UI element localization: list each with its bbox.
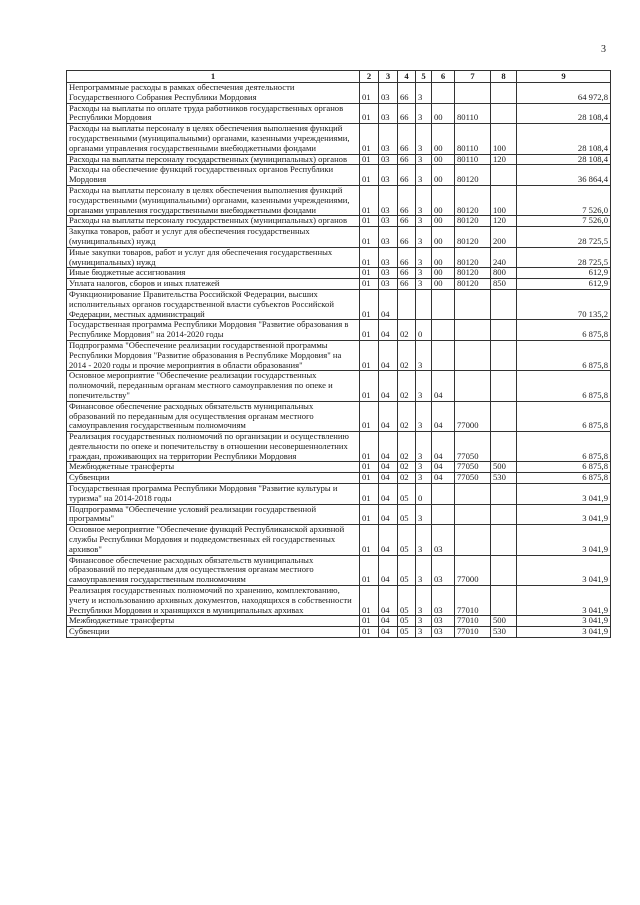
table-row: [67, 103, 611, 124]
subsection-code-cell: 04: [379, 555, 398, 585]
program-code-cell: 05: [398, 484, 416, 505]
expense-name-cell: Основное мероприятие "Обеспечение реализации государственных полномочий, переданным органам местного самоуправления по опеке и попечительству": [67, 371, 360, 401]
table-row: [67, 340, 611, 370]
event-code-cell: [432, 83, 455, 104]
program-code-cell: 02: [398, 320, 416, 341]
program-code-cell: 05: [398, 525, 416, 555]
event-code-cell: [432, 504, 455, 525]
amount-cell: 6 875,8: [517, 371, 611, 401]
subsection-code-cell: 04: [379, 432, 398, 462]
expense-type-cell: [491, 586, 517, 616]
subprogram-code-cell: 3: [416, 616, 432, 627]
section-code-cell: 01: [360, 627, 379, 638]
event-code-cell: 00: [432, 165, 455, 186]
amount-cell: 6 875,8: [517, 462, 611, 473]
table-row: [67, 216, 611, 227]
amount-cell: 3 041,9: [517, 627, 611, 638]
amount-cell: 64 972,8: [517, 83, 611, 104]
program-code-cell: 66: [398, 185, 416, 215]
subprogram-code-cell: 3: [416, 268, 432, 279]
program-code-cell: 66: [398, 165, 416, 186]
expense-name-cell: Субвенции: [67, 473, 360, 484]
table-row: [67, 268, 611, 279]
direction-code-cell: [455, 525, 491, 555]
table-row: [67, 185, 611, 215]
section-code-cell: 01: [360, 504, 379, 525]
amount-cell: 3 041,9: [517, 616, 611, 627]
expense-name-cell: Подпрограмма "Обеспечение условий реализации государственной программы": [67, 504, 360, 525]
table-row: [67, 525, 611, 555]
expense-type-cell: 100: [491, 185, 517, 215]
subprogram-code-cell: 3: [416, 586, 432, 616]
expense-type-cell: 200: [491, 227, 517, 248]
direction-code-cell: 80120: [455, 185, 491, 215]
subsection-code-cell: 04: [379, 504, 398, 525]
table-row: [67, 165, 611, 186]
amount-cell: 28 725,5: [517, 227, 611, 248]
subsection-code-cell: 04: [379, 371, 398, 401]
expense-name-cell: Расходы на обеспечение функций государственных органов Республики Мордовия: [67, 165, 360, 186]
event-code-cell: 04: [432, 371, 455, 401]
expense-name-cell: Финансовое обеспечение расходных обязательств муниципальных образований по переданным для осуществления органам местного самоуправления государственным полномочиям: [67, 555, 360, 585]
subsection-code-cell: 04: [379, 627, 398, 638]
section-code-cell: 01: [360, 83, 379, 104]
amount-cell: 3 041,9: [517, 484, 611, 505]
subsection-code-cell: 04: [379, 586, 398, 616]
expense-name-cell: Иные закупки товаров, работ и услуг для обеспечения государственных (муниципальных) нужд: [67, 247, 360, 268]
amount-cell: 7 526,0: [517, 216, 611, 227]
expense-name-cell: Подпрограмма "Обеспечение реализации государственной программы Республики Мордовия "Развитие образования в Республике Мордовия" на 2014 - 2020 годы и прочие мероприятия в области образования": [67, 340, 360, 370]
event-code-cell: 00: [432, 279, 455, 290]
subsection-code-cell: 04: [379, 616, 398, 627]
expense-name-cell: Основное мероприятие "Обеспечение функций Республиканской архивной службы Республики Мордовия и подведомственных ей государственных архивов": [67, 525, 360, 555]
direction-code-cell: 80120: [455, 216, 491, 227]
subprogram-code-cell: 3: [416, 103, 432, 124]
direction-code-cell: 80120: [455, 227, 491, 248]
amount-cell: 6 875,8: [517, 432, 611, 462]
column-header: 3: [379, 71, 398, 83]
section-code-cell: 01: [360, 525, 379, 555]
event-code-cell: 03: [432, 555, 455, 585]
expense-name-cell: Реализация государственных полномочий по организации и осуществлению деятельности по опеке и попечительству в отношении несовершеннолетних граждан, проживающих на территории Республики Мордовия: [67, 432, 360, 462]
subprogram-code-cell: 3: [416, 627, 432, 638]
section-code-cell: 01: [360, 401, 379, 431]
table-row: [67, 627, 611, 638]
subsection-code-cell: 04: [379, 401, 398, 431]
amount-cell: 3 041,9: [517, 504, 611, 525]
subsection-code-cell: 04: [379, 320, 398, 341]
subprogram-code-cell: 3: [416, 279, 432, 290]
subsection-code-cell: 04: [379, 525, 398, 555]
page-number: 3: [601, 44, 606, 55]
section-code-cell: 01: [360, 165, 379, 186]
direction-code-cell: 80110: [455, 154, 491, 165]
subsection-code-cell: 04: [379, 473, 398, 484]
expense-type-cell: [491, 165, 517, 186]
program-code-cell: 02: [398, 462, 416, 473]
program-code-cell: 02: [398, 371, 416, 401]
section-code-cell: 01: [360, 124, 379, 154]
subprogram-code-cell: 3: [416, 504, 432, 525]
expense-name-cell: Межбюджетные трансферты: [67, 462, 360, 473]
program-code-cell: 05: [398, 504, 416, 525]
section-code-cell: 01: [360, 185, 379, 215]
subprogram-code-cell: 3: [416, 83, 432, 104]
subsection-code-cell: 04: [379, 289, 398, 319]
program-code-cell: 02: [398, 432, 416, 462]
event-code-cell: [432, 289, 455, 319]
section-code-cell: 01: [360, 247, 379, 268]
event-code-cell: 00: [432, 103, 455, 124]
direction-code-cell: [455, 504, 491, 525]
subsection-code-cell: 03: [379, 103, 398, 124]
expense-type-cell: 530: [491, 473, 517, 484]
program-code-cell: [398, 289, 416, 319]
table-row: [67, 320, 611, 341]
direction-code-cell: 77010: [455, 627, 491, 638]
program-code-cell: 66: [398, 268, 416, 279]
table-row: [67, 462, 611, 473]
expense-type-cell: 530: [491, 627, 517, 638]
subprogram-code-cell: 3: [416, 124, 432, 154]
section-code-cell: 01: [360, 473, 379, 484]
section-code-cell: 01: [360, 371, 379, 401]
event-code-cell: 04: [432, 432, 455, 462]
program-code-cell: 66: [398, 124, 416, 154]
subprogram-code-cell: 3: [416, 473, 432, 484]
direction-code-cell: 77010: [455, 586, 491, 616]
expense-name-cell: Расходы на выплаты персоналу в целях обеспечения выполнения функций государственными (муниципальными) органами, казенными учреждениями, органами управления государственными внебюджетными фондами: [67, 124, 360, 154]
subsection-code-cell: 03: [379, 154, 398, 165]
expense-type-cell: [491, 289, 517, 319]
subprogram-code-cell: [416, 289, 432, 319]
table-row: [67, 83, 611, 104]
table-row: [67, 555, 611, 585]
event-code-cell: [432, 340, 455, 370]
expense-type-cell: [491, 432, 517, 462]
amount-cell: 6 875,8: [517, 340, 611, 370]
program-code-cell: 66: [398, 154, 416, 165]
expense-type-cell: [491, 525, 517, 555]
subprogram-code-cell: 3: [416, 247, 432, 268]
direction-code-cell: 77050: [455, 473, 491, 484]
direction-code-cell: [455, 340, 491, 370]
amount-cell: 6 875,8: [517, 401, 611, 431]
event-code-cell: 03: [432, 627, 455, 638]
expense-name-cell: Межбюджетные трансферты: [67, 616, 360, 627]
expense-name-cell: Закупка товаров, работ и услуг для обеспечения государственных (муниципальных) нужд: [67, 227, 360, 248]
expense-type-cell: [491, 340, 517, 370]
amount-cell: 6 875,8: [517, 320, 611, 341]
expense-type-cell: 120: [491, 216, 517, 227]
column-header: 8: [491, 71, 517, 83]
table-row: [67, 371, 611, 401]
column-header: 5: [416, 71, 432, 83]
expense-name-cell: Расходы на выплаты по оплате труда работников государственных органов Республики Мордовия: [67, 103, 360, 124]
direction-code-cell: 80110: [455, 124, 491, 154]
column-header: 7: [455, 71, 491, 83]
column-header: 1: [67, 71, 360, 83]
program-code-cell: 66: [398, 83, 416, 104]
event-code-cell: 03: [432, 525, 455, 555]
event-code-cell: 03: [432, 616, 455, 627]
event-code-cell: 04: [432, 462, 455, 473]
expense-type-cell: [491, 320, 517, 341]
direction-code-cell: 77000: [455, 555, 491, 585]
direction-code-cell: 80120: [455, 279, 491, 290]
amount-cell: 612,9: [517, 268, 611, 279]
subprogram-code-cell: 3: [416, 401, 432, 431]
column-header: 4: [398, 71, 416, 83]
direction-code-cell: 77000: [455, 401, 491, 431]
expense-name-cell: Расходы на выплаты персоналу государственных (муниципальных) органов: [67, 216, 360, 227]
subprogram-code-cell: 3: [416, 371, 432, 401]
amount-cell: 28 108,4: [517, 154, 611, 165]
expense-name-cell: Уплата налогов, сборов и иных платежей: [67, 279, 360, 290]
section-code-cell: 01: [360, 616, 379, 627]
expense-type-cell: 500: [491, 462, 517, 473]
event-code-cell: [432, 484, 455, 505]
subsection-code-cell: 03: [379, 124, 398, 154]
expense-type-cell: [491, 103, 517, 124]
expense-type-cell: [491, 371, 517, 401]
amount-cell: 28 725,5: [517, 247, 611, 268]
event-code-cell: 00: [432, 247, 455, 268]
direction-code-cell: [455, 289, 491, 319]
table-row: [67, 473, 611, 484]
subprogram-code-cell: 3: [416, 154, 432, 165]
table-row: [67, 432, 611, 462]
amount-cell: 3 041,9: [517, 525, 611, 555]
expense-type-cell: 120: [491, 154, 517, 165]
section-code-cell: 01: [360, 289, 379, 319]
expense-type-cell: [491, 504, 517, 525]
expense-name-cell: Расходы на выплаты персоналу в целях обеспечения выполнения функций государственными (муниципальными) органами, казенными учреждениями, органами управления государственными внебюджетными фондами: [67, 185, 360, 215]
subsection-code-cell: 04: [379, 340, 398, 370]
table-row: [67, 154, 611, 165]
section-code-cell: 01: [360, 154, 379, 165]
column-header: 2: [360, 71, 379, 83]
direction-code-cell: 80110: [455, 103, 491, 124]
table-row: [67, 227, 611, 248]
expense-name-cell: Функционирование Правительства Российской Федерации, высших исполнительных органов государственной власти субъектов Российской Федерации, местных администраций: [67, 289, 360, 319]
section-code-cell: 01: [360, 484, 379, 505]
section-code-cell: 01: [360, 462, 379, 473]
event-code-cell: 00: [432, 268, 455, 279]
section-code-cell: 01: [360, 216, 379, 227]
direction-code-cell: 80120: [455, 268, 491, 279]
direction-code-cell: 77050: [455, 432, 491, 462]
direction-code-cell: 80120: [455, 247, 491, 268]
direction-code-cell: [455, 320, 491, 341]
subsection-code-cell: 04: [379, 484, 398, 505]
amount-cell: 70 135,2: [517, 289, 611, 319]
table-row: [67, 279, 611, 290]
direction-code-cell: [455, 83, 491, 104]
subprogram-code-cell: 3: [416, 165, 432, 186]
program-code-cell: 05: [398, 616, 416, 627]
table-row: [67, 247, 611, 268]
expense-name-cell: Государственная программа Республики Мордовия "Развитие культуры и туризма" на 2014-2018 годы: [67, 484, 360, 505]
program-code-cell: 05: [398, 555, 416, 585]
direction-code-cell: [455, 371, 491, 401]
table-header-row: [67, 71, 611, 83]
amount-cell: 28 108,4: [517, 103, 611, 124]
amount-cell: 7 526,0: [517, 185, 611, 215]
expense-type-cell: 800: [491, 268, 517, 279]
expense-type-cell: [491, 83, 517, 104]
event-code-cell: 00: [432, 124, 455, 154]
subsection-code-cell: 03: [379, 216, 398, 227]
event-code-cell: 00: [432, 227, 455, 248]
subsection-code-cell: 04: [379, 462, 398, 473]
column-header: 9: [517, 71, 611, 83]
program-code-cell: 66: [398, 103, 416, 124]
expense-name-cell: Финансовое обеспечение расходных обязательств муниципальных образований по переданным для осуществления органам местного самоуправления государственным полномочиям: [67, 401, 360, 431]
event-code-cell: [432, 320, 455, 341]
column-header: 6: [432, 71, 455, 83]
subsection-code-cell: 03: [379, 227, 398, 248]
expense-type-cell: 100: [491, 124, 517, 154]
program-code-cell: 66: [398, 227, 416, 248]
program-code-cell: 66: [398, 279, 416, 290]
event-code-cell: 00: [432, 154, 455, 165]
budget-table: [66, 70, 611, 638]
amount-cell: 3 041,9: [517, 555, 611, 585]
subprogram-code-cell: 3: [416, 555, 432, 585]
section-code-cell: 01: [360, 320, 379, 341]
expense-type-cell: [491, 484, 517, 505]
section-code-cell: 01: [360, 586, 379, 616]
section-code-cell: 01: [360, 268, 379, 279]
table-row: [67, 401, 611, 431]
expense-name-cell: Расходы на выплаты персоналу государственных (муниципальных) органов: [67, 154, 360, 165]
subsection-code-cell: 03: [379, 279, 398, 290]
section-code-cell: 01: [360, 340, 379, 370]
section-code-cell: 01: [360, 279, 379, 290]
subsection-code-cell: 03: [379, 83, 398, 104]
section-code-cell: 01: [360, 555, 379, 585]
direction-code-cell: 77050: [455, 462, 491, 473]
amount-cell: 36 864,4: [517, 165, 611, 186]
subprogram-code-cell: 3: [416, 216, 432, 227]
program-code-cell: 05: [398, 586, 416, 616]
subprogram-code-cell: 3: [416, 432, 432, 462]
subprogram-code-cell: 3: [416, 462, 432, 473]
program-code-cell: 02: [398, 401, 416, 431]
program-code-cell: 66: [398, 216, 416, 227]
subprogram-code-cell: 3: [416, 340, 432, 370]
table-row: [67, 504, 611, 525]
amount-cell: 6 875,8: [517, 473, 611, 484]
table-row: [67, 484, 611, 505]
subprogram-code-cell: 3: [416, 525, 432, 555]
section-code-cell: 01: [360, 227, 379, 248]
subprogram-code-cell: 0: [416, 484, 432, 505]
expense-type-cell: [491, 401, 517, 431]
event-code-cell: 03: [432, 586, 455, 616]
subprogram-code-cell: 3: [416, 185, 432, 215]
direction-code-cell: 80120: [455, 165, 491, 186]
subprogram-code-cell: 0: [416, 320, 432, 341]
subsection-code-cell: 03: [379, 268, 398, 279]
expense-type-cell: [491, 555, 517, 585]
program-code-cell: 02: [398, 473, 416, 484]
table-row: [67, 586, 611, 616]
expense-name-cell: Субвенции: [67, 627, 360, 638]
expense-name-cell: Реализация государственных полномочий по хранению, комплектованию, учету и использованию архивных документов, находящихся в собственности Республики Мордовия и хранящихся в муниципальных архивах: [67, 586, 360, 616]
expense-type-cell: 850: [491, 279, 517, 290]
amount-cell: 28 108,4: [517, 124, 611, 154]
event-code-cell: 00: [432, 185, 455, 215]
table-row: [67, 124, 611, 154]
program-code-cell: 05: [398, 627, 416, 638]
subsection-code-cell: 03: [379, 247, 398, 268]
section-code-cell: 01: [360, 103, 379, 124]
expense-name-cell: Государственная программа Республики Мордовия "Развитие образования в Республике Мордовия" на 2014-2020 годы: [67, 320, 360, 341]
amount-cell: 3 041,9: [517, 586, 611, 616]
event-code-cell: 00: [432, 216, 455, 227]
direction-code-cell: [455, 484, 491, 505]
expense-type-cell: 240: [491, 247, 517, 268]
program-code-cell: 02: [398, 340, 416, 370]
subsection-code-cell: 03: [379, 165, 398, 186]
expense-name-cell: Иные бюджетные ассигнования: [67, 268, 360, 279]
subsection-code-cell: 03: [379, 185, 398, 215]
event-code-cell: 04: [432, 401, 455, 431]
table-row: [67, 289, 611, 319]
section-code-cell: 01: [360, 432, 379, 462]
expense-name-cell: Непрограммные расходы в рамках обеспечения деятельности Государственного Собрания Республики Мордовия: [67, 83, 360, 104]
event-code-cell: 04: [432, 473, 455, 484]
direction-code-cell: 77010: [455, 616, 491, 627]
table-row: [67, 616, 611, 627]
program-code-cell: 66: [398, 247, 416, 268]
subprogram-code-cell: 3: [416, 227, 432, 248]
amount-cell: 612,9: [517, 279, 611, 290]
expense-type-cell: 500: [491, 616, 517, 627]
